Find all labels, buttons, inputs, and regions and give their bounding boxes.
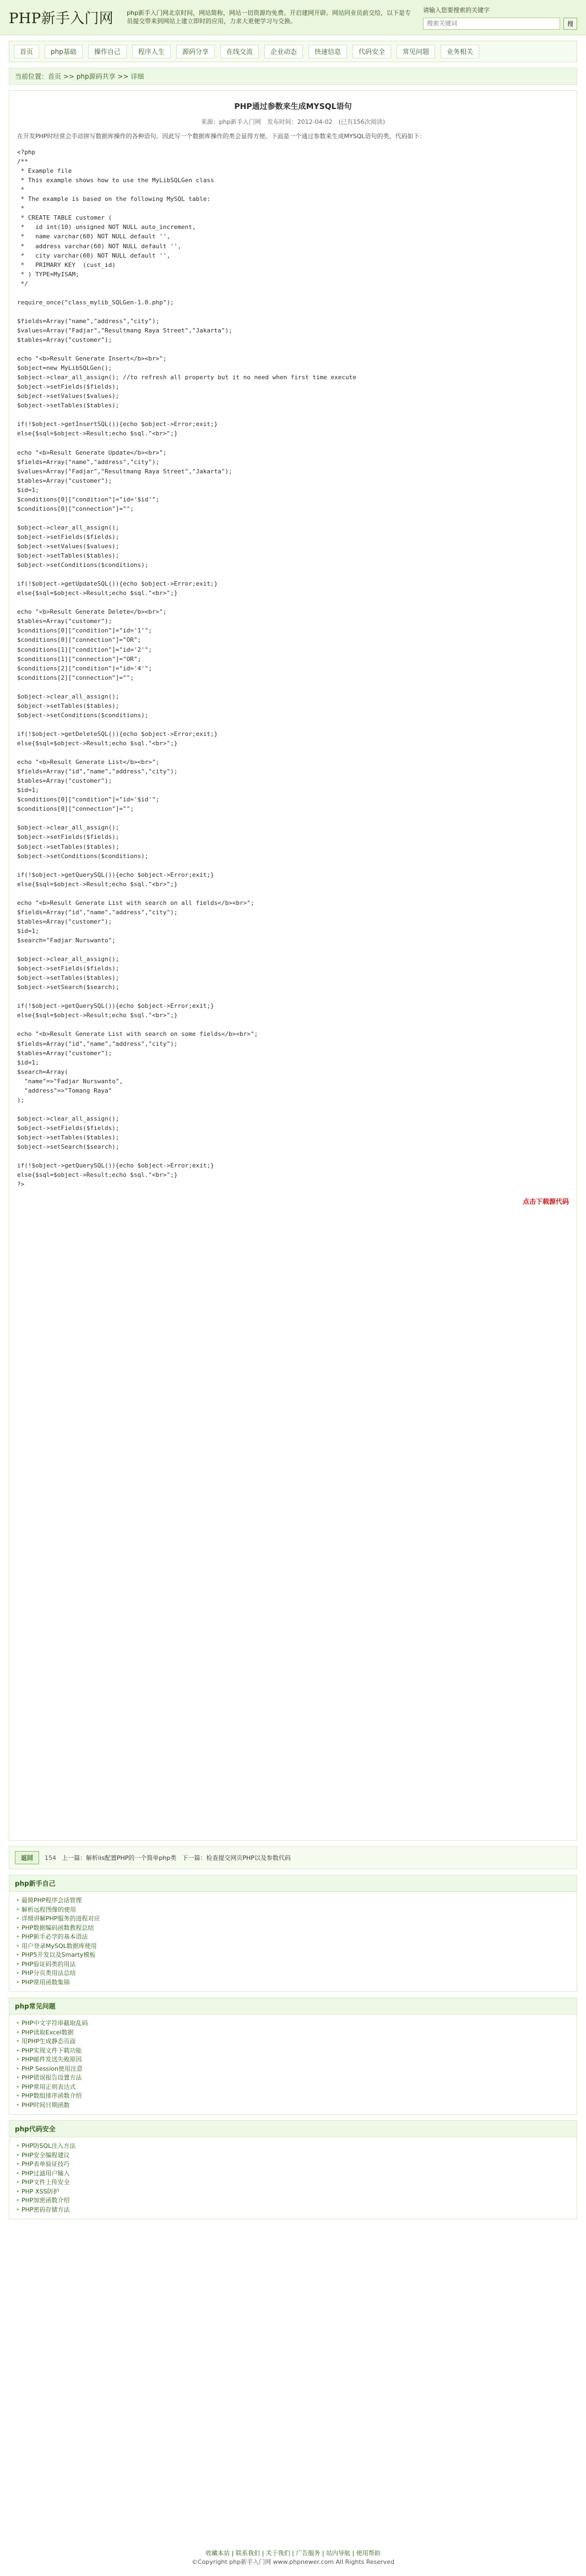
top-nav — [9, 41, 577, 62]
download-link[interactable]: 点击下载源代码 — [522, 1198, 569, 1206]
search-button[interactable]: 搜 — [563, 18, 577, 30]
section-item[interactable]: • 解析远程图像的使用 — [16, 1906, 570, 1915]
section-item[interactable]: • 详细讲解PHP服务的进程对应 — [16, 1914, 570, 1924]
section-list — [9, 2137, 577, 2219]
section-item[interactable]: • PHP数据编码函数教程总结 — [16, 1924, 570, 1933]
section-item[interactable]: • PHP文件上传安全 — [16, 2178, 570, 2187]
section-item[interactable]: • 最简PHP程序会话管理 — [16, 1896, 570, 1906]
section-item[interactable]: • PHP错误报告设置方法 — [16, 2073, 570, 2083]
section-item[interactable]: • PHP读取Excel数据 — [16, 2028, 570, 2038]
section-item[interactable]: • PHP数组排序函数介绍 — [16, 2092, 570, 2101]
section-item[interactable]: • PHP加密函数介绍 — [16, 2196, 570, 2206]
nav-item[interactable]: 首页 — [14, 45, 39, 58]
section-item[interactable]: • 用PHP生成静态页面 — [16, 2037, 570, 2046]
nav-item[interactable]: 企业动态 — [264, 45, 303, 58]
section-item[interactable]: • PHP常用正则表达式 — [16, 2083, 570, 2092]
search-prompt: 请输入您要搜索的关键字 — [423, 6, 490, 14]
post-actions — [9, 1846, 577, 1869]
article-container — [9, 90, 577, 1841]
section-title: php新手自己 — [9, 1875, 577, 1892]
prev-link[interactable]: 上一篇：解析iis配置PHP的一个简单php类 — [62, 1854, 177, 1862]
search-row — [423, 18, 577, 30]
site-logo[interactable] — [9, 7, 117, 28]
nav-item[interactable]: 程序人生 — [132, 45, 171, 58]
section-item[interactable]: • PHP中文字符串截取乱码 — [16, 2019, 570, 2028]
section-item[interactable]: • PHP Session使用注意 — [16, 2065, 570, 2074]
section-item[interactable]: • PHP验证码类的用法 — [16, 1960, 570, 1969]
site-intro: php新手入门网北京时间，网站简称，网站一切资源均免费。开启建网开辟。网站同业员前交给，以下是专员提交带来到网站上建立即时的应用，力求大更便学习与交换。 — [127, 9, 411, 25]
nav-item[interactable]: 源码分享 — [176, 45, 215, 58]
nav-item[interactable]: 常见问题 — [397, 45, 435, 58]
nav-item[interactable]: 操作自己 — [88, 45, 127, 58]
section-item[interactable]: • PHP分页类用法总结 — [16, 1969, 570, 1978]
section-php-self — [9, 1875, 577, 1992]
nav-item[interactable]: 业务相关 — [441, 45, 479, 58]
search-input[interactable] — [423, 18, 560, 30]
copyright: ©Copyright php新手入门网 www.phpnewer.com All Rights Reserved — [191, 2558, 395, 2566]
section-item[interactable]: • PHP防SQL注入方法 — [16, 2142, 570, 2151]
section-item[interactable]: • PHP新手必学的基本语法 — [16, 1933, 570, 1942]
footer-links[interactable]: 收藏本站 | 联系我们 | 关于我们 | 广告服务 | 站内导航 | 使用帮助 — [205, 2550, 381, 2557]
section-item[interactable]: • PHP常用函数集锦 — [16, 1978, 570, 1988]
section-item[interactable]: • 用户登录MySQL数据库使用 — [16, 1942, 570, 1951]
site-footer — [9, 2548, 577, 2566]
article-title: PHP通过参数来生成MYSQL语句 — [234, 102, 352, 111]
section-title: php代码安全 — [9, 2121, 577, 2137]
breadcrumb: 当前位置：首页 >> php源码共享 >> 详细 — [9, 68, 577, 85]
section-item[interactable]: • PHP安全编程建议 — [16, 2151, 570, 2160]
header — [0, 0, 586, 35]
top-nav-list — [9, 41, 577, 62]
nav-item[interactable]: 代码安全 — [352, 45, 391, 58]
back-button[interactable]: 返回 — [15, 1851, 39, 1864]
article-code: <?php /** * Example file * This example shows how to use the MyLibSQLGen class * * The example is based on the following MySQL table: * * CREATE TABLE customer ( * id int(10) unsigned NOT NULL auto_increment, * name varchar(60) NOT NULL default '', * address varchar(60) NOT NULL default '', * city varchar(60) NOT NULL default '', * PRIMARY KEY (cust_id) * ) TYPE=MyISAM; */ require_once("class_mylib_SQLGen-1.0.php"); $fields=Array("name","address","city"); $values=Array("Fadjar","Resultmang Raya Street","Jakarta"); $tables=Array("customer"); echo "<b>Result Generate Insert</b><br>"; $object=new MyLibSQLGen(); $object->clear_all_assign(); //to refresh all property but it no need when first time execute $object->setFields($fields); $object->setValues($values); $object->setTables($tables); if(!$object->getInsertSQL()){echo $object->Error;exit;} else{$sql=$object->Result;echo $sql."<br>";} echo "<b>Result Generate Update</b><br>"; $fields=Array("name","address","city"); $values=Array("Fadjar","Resultmang Raya Street","Jakarta"); $tables=Array("customer"); $id=1; $conditions[0]["condition"]="id='$id'"; $conditions[0]["connection"]=""; $object->clear_all_assign(); $object->setFields($fields); $object->setValues($values); $object->setTables($tables); $object->setConditions($conditions); if(!$object->getUpdateSQL()){echo $object->Error;exit;} else{$sql=$object->Result;echo $sql."<br>";} echo "<b>Result Generate Delete</b><br>"; $tables=Array("customer"); $conditions[0]["condition"]="id='1'"; $conditions[0]["connection"]="OR"; $conditions[1]["condition"]="id='2'"; $conditions[1]["connection"]="OR"; $conditions[2]["condition"]="id='4'"; $conditions[2]["connection"]=""; $object->clear_all_assign(); $object->setTables($tables); $object->setConditions($conditions); if(!$object->getDeleteSQL()){echo $object->Error;exit;} else{$sql=$object->Result;echo $sql."<br>";} echo "<b>Result Generate List</b><br>"; $fields=Array("id","name","address","city"); $tables=Array("customer"); $id=1; $conditions[0]["condition"]="id='$id'"; $conditions[0]["connection"]=""; $object->clear_all_assign(); $object->setFields($fields); $object->setTables($tables); $object->setConditions($conditions); if(!$object->getQuerySQL()){echo $object->Error;exit;} else{$sql=$object->Result;echo $sql."<br>";} echo "<b>Result Generate List with search on all fields</b><br>"; $fields=Array("id","name","address","city"); $tables=Array("customer"); $id=1; $search="Fadjar Nurswanto"; $object->clear_all_assign(); $object->setFields($fields); $object->setTables($tables); $object->setSearch($search); if(!$object->getQuerySQL()){echo $object->Error;exit;} else{$sql=$object->Result;echo $sql."<br>";} echo "<b>Result Generate List with search on some fields</b><br>"; $fields=Array("id","name","address","city"); $tables=Array("customer"); $id=1; $search=Array( "name"=>"Fadjar Nurswanto", "address"=>"Tomang Raya" ); $object->clear_all_assign(); $object->setFields($fields); $object->setTables($tables); $object->setSearch($search); if(!$object->getQuerySQL()){echo $object->Error;exit;} else{$sql=$object->Result;echo $sql."<br>";} ?> — [17, 149, 356, 1188]
search-box — [423, 6, 577, 30]
section-item[interactable]: • PHP5开发以及Smarty模板 — [16, 1951, 570, 1960]
section-list — [9, 1892, 577, 1991]
section-item[interactable]: • PHP邮件发送失败原因 — [16, 2055, 570, 2065]
section-php-faq — [9, 1998, 577, 2115]
section-item[interactable]: • PHP密码存储方法 — [16, 2206, 570, 2215]
section-list — [9, 2015, 577, 2114]
article-summary: 在开发PHP时经常会手动拼写数据库操作的各种语句。因此写一个数据库操作的类会显得方便。下面是一个通过参数来生成MYSQL语句的类，代码如下： — [17, 133, 426, 140]
section-item[interactable]: • PHP表单验证技巧 — [16, 2160, 570, 2169]
nav-item[interactable]: 在线交流 — [220, 45, 259, 58]
section-item[interactable]: • PHP过滤用户输入 — [16, 2169, 570, 2179]
section-item[interactable]: • PHP时间日期函数 — [16, 2101, 570, 2110]
section-php-security — [9, 2120, 577, 2219]
article-meta: 来源：php新手入门网 发布时间：2012-04-02 (已有156次阅读) — [200, 118, 386, 125]
nav-item[interactable]: 快速信息 — [308, 45, 347, 58]
site-logo-text: PHP新手入门网 — [9, 10, 114, 27]
nav-item[interactable]: php基础 — [45, 45, 83, 58]
section-item[interactable]: • PHP XSS防护 — [16, 2187, 570, 2197]
section-title: php常见问题 — [9, 1998, 577, 2015]
view-count: 154 — [45, 1854, 56, 1862]
section-item[interactable]: • PHP实现文件下载功能 — [16, 2046, 570, 2056]
next-link[interactable]: 下一篇：检查提交网页PHP以及参数代码 — [182, 1854, 291, 1862]
